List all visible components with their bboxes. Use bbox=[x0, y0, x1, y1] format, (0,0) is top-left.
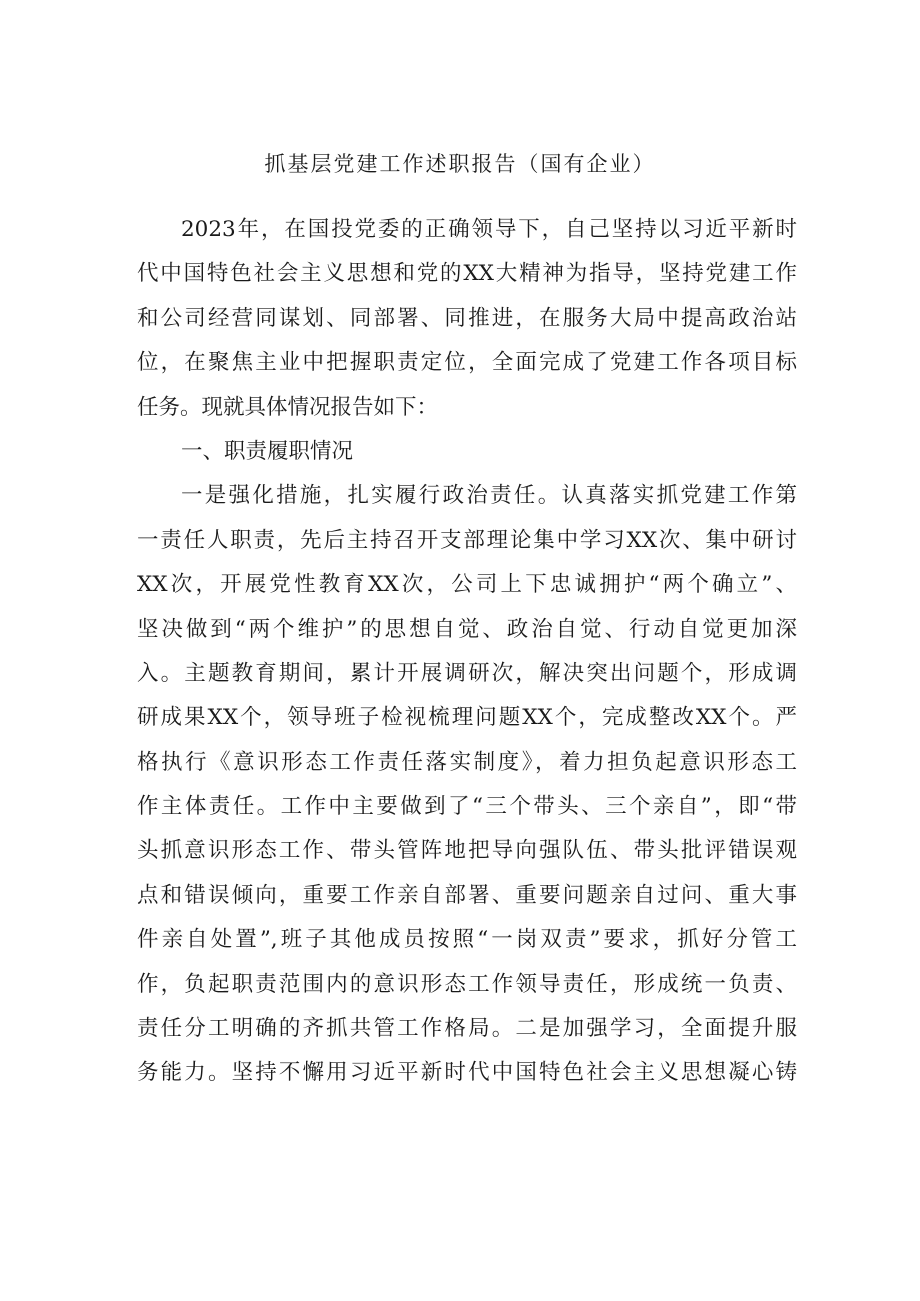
paragraph-line: 任务。现就具体情况报告如下： bbox=[137, 394, 439, 420]
paragraph-line: 2023年，在国投党委的正确领导下，自己坚持以习近平新时 bbox=[181, 217, 797, 242]
paragraph-line: 责任分工明确的齐抓共管工作格局。二是加强学习，全面提升服 bbox=[137, 1016, 797, 1042]
paragraph-line: 件亲自处置”,班子其他成员按照“一岗双责”要求，抓好分管工 bbox=[137, 927, 797, 953]
paragraph-line: 作主体责任。工作中主要做到了“三个带头、三个亲自”，即“带 bbox=[137, 794, 797, 820]
paragraph-line: 一是强化措施，扎实履行政治责任。认真落实抓党建工作第 bbox=[181, 483, 797, 509]
section-heading: 一、职责履职情况 bbox=[181, 438, 354, 464]
paragraph-line: 务能力。坚持不懈用习近平新时代中国特色社会主义思想凝心铸 bbox=[137, 1060, 797, 1086]
document-body bbox=[137, 208, 797, 1096]
paragraph-line: 坚决做到“两个维护”的思想自觉、政治自觉、行动自觉更加深 bbox=[137, 616, 797, 642]
paragraph-line: 作，负起职责范围内的意识形态工作领导责任，形成统一负责、 bbox=[137, 971, 797, 997]
paragraph-line: 点和错误倾向，重要工作亲自部署、重要问题亲自过问、重大事 bbox=[137, 882, 797, 908]
paragraph-line: 格执行《意识形态工作责任落实制度》，着力担负起意识形态工 bbox=[137, 749, 797, 775]
paragraph-line: 研成果XX个，领导班子检视梳理问题XX个，完成整改XX个。严 bbox=[137, 705, 797, 731]
paragraph-line: XX次，开展党性教育XX次，公司上下忠诚拥护“两个确立”、 bbox=[137, 572, 797, 598]
paragraph-line: 头抓意识形态工作、带头管阵地把导向强队伍、带头批评错误观 bbox=[137, 838, 797, 864]
paragraph-line: 入。主题教育期间，累计开展调研次，解决突出问题个，形成调 bbox=[137, 660, 797, 686]
paragraph-line: 代中国特色社会主义思想和党的XX大精神为指导，坚持党建工作 bbox=[137, 261, 797, 287]
paragraph-line: 一责任人职责，先后主持召开支部理论集中学习XX次、集中研讨 bbox=[137, 527, 797, 553]
paragraph-line: 位，在聚焦主业中把握职责定位，全面完成了党建工作各项目标 bbox=[137, 350, 797, 376]
document-title: 抓基层党建工作述职报告（国有企业） bbox=[264, 152, 656, 176]
paragraph-line: 和公司经营同谋划、同部署、同推进，在服务大局中提高政治站 bbox=[137, 305, 797, 331]
